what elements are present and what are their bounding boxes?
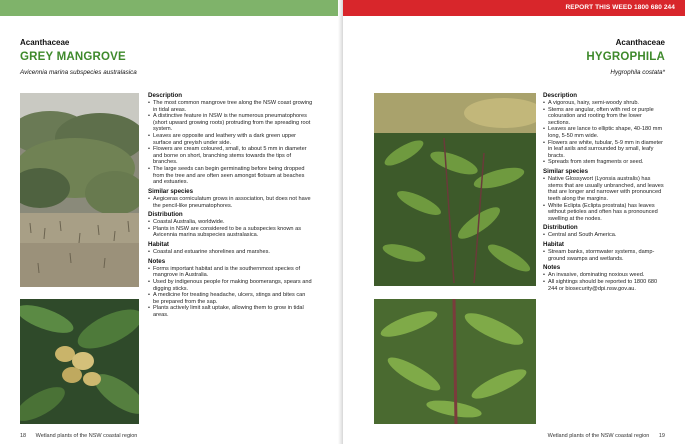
left-scientific-name: Avicennia marina subspecies australasica [20,69,137,76]
list-item: • Plants actively limit salt uptake, allowing them to grow in tidal areas. [148,305,313,318]
list-item: • All sightings should be reported to 1800 680 244 or biosecurity@dpi.nsw.gov.au. [543,279,665,292]
list-item: • Forms important habitat and is the southernmost species of mangrove in Australia. [148,266,313,279]
list-item: • Native Glossywort (Lyonsia australis) has stems that are usually unbranched, and leaves that are longer and narrower with pronounced teeth along the margins. [543,176,665,202]
list-item: • Leaves are opposite and leathery with a dark green upper surface and greyish under side. [148,133,313,146]
right-section-heading: Similar species [543,168,589,176]
footer-title: Wetland plants of the NSW coastal region [547,433,650,439]
right-family-name: Acanthaceae [615,38,665,47]
right-section-heading: Distribution [543,224,578,232]
list-item: • Aegiceras corniculatum grows in association, but does not have the pencil-like pneumatophores. [148,196,313,209]
list-item: • Flowers are white, tubular, 5-9 mm in diameter in leaf axils and surrounded by small, leafy bracts. [543,140,665,160]
right-page [343,0,685,444]
grey-mangrove-fruit-photo [20,299,139,424]
right-footer [548,433,665,439]
left-header-bar [0,0,342,16]
left-section-heading: Distribution [148,211,183,219]
list-item: • Coastal and estuarine shorelines and marshes. [148,249,313,256]
list-item: • Used by indigenous people for making boomerangs, spears and digging sticks. [148,279,313,292]
left-species-title: GREY MANGROVE [20,51,126,63]
list-item: • The most common mangrove tree along the NSW coast growing in tidal areas. [148,100,313,113]
hygrophila-stem-photo [374,299,536,424]
left-text-column [148,93,313,319]
list-item: • Central and South America. [543,232,665,239]
list-item: • Plants in NSW are considered to be a subspecies known as Avicennia marina subspecies australasica. [148,226,313,239]
list-item: • The large seeds can begin germinating before being dropped from the tree and are often seen amongst flotsam at beaches and estuaries. [148,166,313,186]
list-item: • Stream banks, stormwater systems, damp-ground swamps and wetlands. [543,249,665,262]
footer-title: Wetland plants of the NSW coastal region [35,433,138,439]
page-number: 19 [658,433,665,439]
left-section-heading: Similar species [148,187,194,195]
right-section-heading: Notes [543,264,561,272]
right-section-heading: Description [543,92,578,99]
list-item: • Stems are angular, often with red or purple colouration and rooting from the lower sections. [543,107,665,127]
right-section-heading: Habitat [543,240,564,248]
right-text-column [543,93,665,292]
list-item: • A vigorous, hairy, semi-woody shrub. [543,100,665,107]
list-item: • Coastal Australia, worldwide. [148,219,313,226]
hygrophila-photo [374,93,536,286]
list-item: • A medicine for treating headache, ulcers, stings and bites can be prepared from the sap. [148,292,313,305]
page-number: 18 [20,433,27,439]
right-header-bar [343,0,685,16]
list-item: • Leaves are lance to elliptic shape, 40-180 mm long, 5-50 mm wide. [543,126,665,139]
left-page [0,0,342,444]
left-footer [20,433,137,439]
list-item: • A distinctive feature in NSW is the numerous pneumatophores (short upward growing roots) protruding from the spreading root system. [148,113,313,133]
report-weed-banner: REPORT THIS WEED 1800 680 244 [565,4,675,11]
left-family-name: Acanthaceae [20,38,70,47]
left-section-heading: Notes [148,257,166,265]
list-item: • An invasive, dominating noxious weed. [543,272,665,279]
grey-mangrove-photo [20,93,139,287]
right-scientific-name: Hygrophila costata* [610,69,665,76]
left-section-heading: Description [148,92,183,99]
left-section-heading: Habitat [148,240,169,248]
right-species-title: HYGROPHILA [586,51,665,63]
list-item: • Flowers are cream coloured, small, to about 5 mm in diameter and borne on short, branching stems towards the tips of branches. [148,146,313,166]
list-item: • Spreads from stem fragments or seed. [543,159,665,166]
list-item: • White Eclipta (Eclipta prostrata) has leaves without petioles and often has a pronounced swelling at the nodes. [543,203,665,223]
